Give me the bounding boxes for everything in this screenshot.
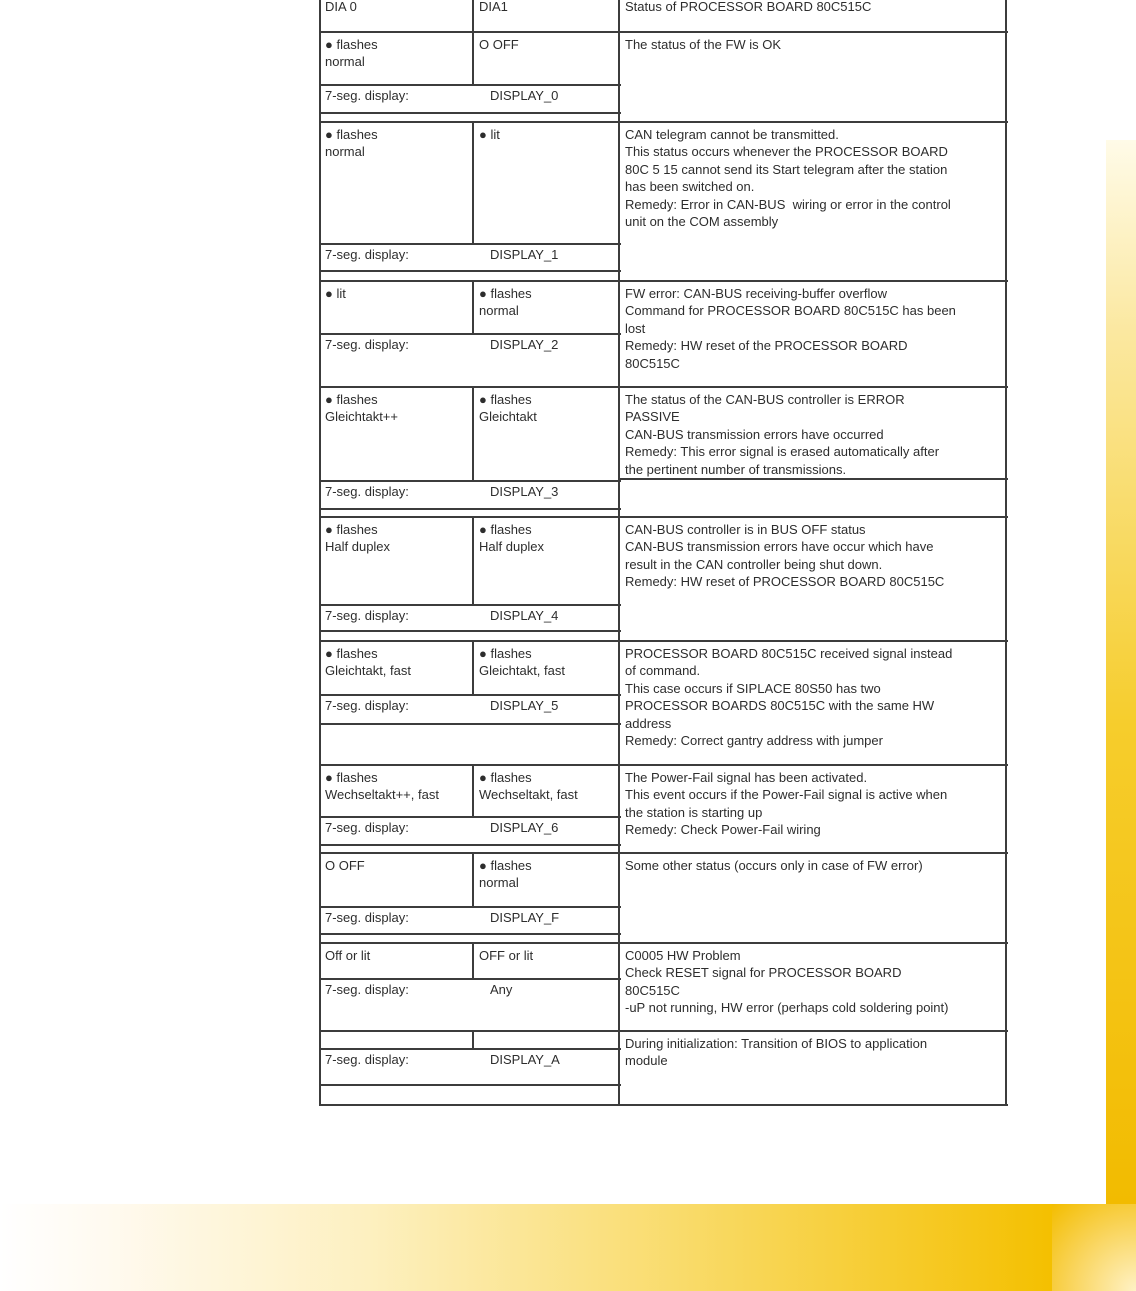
seg-display-value: DISPLAY_F — [490, 910, 560, 925]
dia0-state: ● flashes — [325, 127, 378, 142]
table-rule — [320, 333, 621, 335]
seg-display-label: 7-seg. display: — [325, 910, 409, 925]
seg-display-label: 7-seg. display: — [325, 698, 409, 713]
status-text: result in the CAN controller being shut down. — [625, 556, 883, 572]
table-rule — [472, 853, 474, 908]
table-rule — [320, 270, 621, 272]
dia0-state: ● flashes — [325, 392, 378, 407]
table-rule — [320, 942, 1008, 944]
dia1-state: ● flashes — [479, 770, 532, 785]
dia0-state: O OFF — [325, 858, 365, 873]
header-dia1: DIA1 — [479, 0, 508, 14]
dia0-state: Wechseltakt++, fast — [325, 787, 439, 803]
status-text: Remedy: HW reset of the PROCESSOR BOARD — [625, 338, 908, 354]
seg-display-value: DISPLAY_5 — [490, 698, 559, 713]
table-rule — [320, 723, 621, 725]
status-text: -uP not running, HW error (perhaps cold soldering point) — [625, 1000, 949, 1016]
dia0-state: Half duplex — [325, 539, 391, 555]
seg-display-label: 7-seg. display: — [325, 247, 409, 262]
status-text: Some other status (occurs only in case of FW error) — [625, 858, 923, 873]
dia0-state: Gleichtakt, fast — [325, 663, 411, 679]
status-text: Remedy: Correct gantry address with jumper — [625, 733, 883, 748]
seg-display-value: DISPLAY_6 — [490, 820, 559, 835]
dia1-state: normal — [479, 875, 519, 891]
status-text: PROCESSOR BOARD 80C515C received signal instead — [625, 646, 953, 661]
table-rule — [320, 978, 621, 980]
status-text: address — [625, 715, 672, 731]
status-text: unit on the COM assembly — [625, 214, 779, 229]
seg-display-value: DISPLAY_0 — [490, 88, 559, 103]
table-rule — [320, 764, 1008, 766]
header-status: Status of PROCESSOR BOARD 80C515C — [625, 0, 872, 14]
seg-display-value: Any — [490, 982, 513, 997]
table-rule — [472, 0, 474, 33]
table-rule — [320, 84, 621, 86]
status-text: FW error: CAN-BUS receiving-buffer overflow — [625, 286, 887, 301]
table-rule — [320, 280, 1008, 282]
table-rule — [472, 517, 474, 606]
status-text: has been switched on. — [625, 179, 755, 195]
table-rule — [320, 112, 621, 114]
status-text: PASSIVE — [625, 409, 680, 425]
table-rule — [320, 1030, 1008, 1032]
dia0-state: ● lit — [325, 286, 346, 301]
table-rule — [1005, 0, 1007, 1106]
table-rule — [320, 852, 1008, 854]
dia1-state: ● flashes — [479, 858, 532, 873]
status-text: Check RESET signal for PROCESSOR BOARD — [625, 965, 902, 981]
seg-display-label: 7-seg. display: — [325, 88, 409, 103]
table-rule — [320, 844, 621, 846]
table-rule — [320, 31, 1008, 33]
dia1-state: Half duplex — [479, 539, 545, 555]
dia1-state: ● flashes — [479, 522, 532, 537]
status-text: This status occurs whenever the PROCESSOR BOARD — [625, 144, 948, 160]
status-text: The status of the CAN-BUS controller is ERROR — [625, 392, 905, 407]
status-text: C0005 HW Problem — [625, 948, 741, 963]
seg-display-value: DISPLAY_2 — [490, 337, 559, 352]
status-text: CAN telegram cannot be transmitted. — [625, 127, 839, 142]
status-text: This case occurs if SIPLACE 80S50 has two — [625, 680, 881, 696]
dia1-state: Gleichtakt — [479, 409, 537, 425]
table-rule — [472, 122, 474, 245]
table-rule — [319, 0, 321, 1106]
status-text: lost — [625, 320, 646, 336]
status-text: the station is starting up — [625, 804, 763, 820]
dia1-state: OFF or lit — [479, 948, 534, 963]
status-text: CAN-BUS controller is in BUS OFF status — [625, 522, 866, 537]
table-rule — [618, 0, 620, 1106]
table-rule — [320, 1104, 1008, 1106]
seg-display-label: 7-seg. display: — [325, 820, 409, 835]
seg-display-label: 7-seg. display: — [325, 608, 409, 623]
dia1-state: Wechseltakt, fast — [479, 787, 578, 803]
dia0-state: ● flashes — [325, 770, 378, 785]
table-rule — [472, 641, 474, 696]
status-text: of command. — [625, 663, 701, 679]
status-text: This event occurs if the Power-Fail signal is active when — [625, 787, 948, 803]
table-rule — [320, 243, 621, 245]
table-rule — [472, 765, 474, 818]
seg-display-value: DISPLAY_4 — [490, 608, 559, 623]
table-rule — [472, 281, 474, 335]
seg-display-value: DISPLAY_3 — [490, 484, 559, 499]
dia0-state: ● flashes — [325, 522, 378, 537]
header-dia0: DIA 0 — [325, 0, 357, 14]
status-text: During initialization: Transition of BIOS to application — [625, 1036, 928, 1051]
table-rule — [320, 508, 621, 510]
status-text: Remedy: Check Power-Fail wiring — [625, 822, 821, 838]
status-text: PROCESSOR BOARDS 80C515C with the same HW — [625, 698, 935, 714]
status-text: The Power-Fail signal has been activated. — [625, 770, 868, 785]
table-rule — [320, 386, 1008, 388]
table-rule — [320, 906, 621, 908]
seg-display-value: DISPLAY_A — [490, 1052, 560, 1067]
dia0-state: Off or lit — [325, 948, 371, 963]
table-rule — [320, 604, 621, 606]
status-text: Remedy: This error signal is erased automatically after — [625, 444, 940, 460]
table-rule — [320, 816, 621, 818]
seg-display-value: DISPLAY_1 — [490, 247, 559, 262]
dia1-state: normal — [479, 303, 519, 319]
table-rule — [320, 694, 621, 696]
dia1-state: Gleichtakt, fast — [479, 663, 565, 679]
table-rule — [472, 1031, 474, 1050]
table-rule — [320, 630, 621, 632]
table-rule — [472, 32, 474, 86]
status-text: 80C 5 15 cannot send its Start telegram after the station — [625, 161, 948, 177]
status-text: Command for PROCESSOR BOARD 80C515C has been — [625, 303, 956, 319]
status-text: 80C515C — [625, 355, 680, 371]
seg-display-label: 7-seg. display: — [325, 337, 409, 352]
table-rule — [320, 121, 1008, 123]
dia0-state: ● flashes — [325, 646, 378, 661]
status-text: Remedy: HW reset of PROCESSOR BOARD 80C515C — [625, 574, 945, 590]
table-rule — [619, 478, 1008, 480]
status-text: CAN-BUS transmission errors have occur which have — [625, 539, 934, 555]
status-text: the pertinent number of transmissions. — [625, 461, 847, 477]
table-rule — [320, 516, 1008, 518]
status-text: 80C515C — [625, 982, 680, 998]
dia0-state: normal — [325, 144, 365, 160]
dia1-state: ● lit — [479, 127, 500, 142]
seg-display-label: 7-seg. display: — [325, 982, 409, 997]
status-text: Remedy: Error in CAN-BUS wiring or error in the control — [625, 196, 951, 212]
status-text: CAN-BUS transmission errors have occurred — [625, 426, 884, 442]
dia0-state: ● flashes — [325, 37, 378, 52]
table-rule — [320, 480, 621, 482]
seg-display-label: 7-seg. display: — [325, 484, 409, 499]
status-text: module — [625, 1053, 668, 1069]
dia1-state: ● flashes — [479, 286, 532, 301]
dia0-state: normal — [325, 54, 365, 70]
status-text: The status of the FW is OK — [625, 37, 782, 52]
table-rule — [320, 640, 1008, 642]
dia1-state: ● flashes — [479, 392, 532, 407]
table-rule — [472, 943, 474, 980]
dia0-state: Gleichtakt++ — [325, 409, 398, 425]
table-rule — [320, 1084, 621, 1086]
table-rule — [320, 933, 621, 935]
dia1-state: ● flashes — [479, 646, 532, 661]
dia1-state: O OFF — [479, 37, 519, 52]
seg-display-label: 7-seg. display: — [325, 1052, 409, 1067]
table-rule — [320, 1048, 621, 1050]
table-rule — [472, 387, 474, 482]
